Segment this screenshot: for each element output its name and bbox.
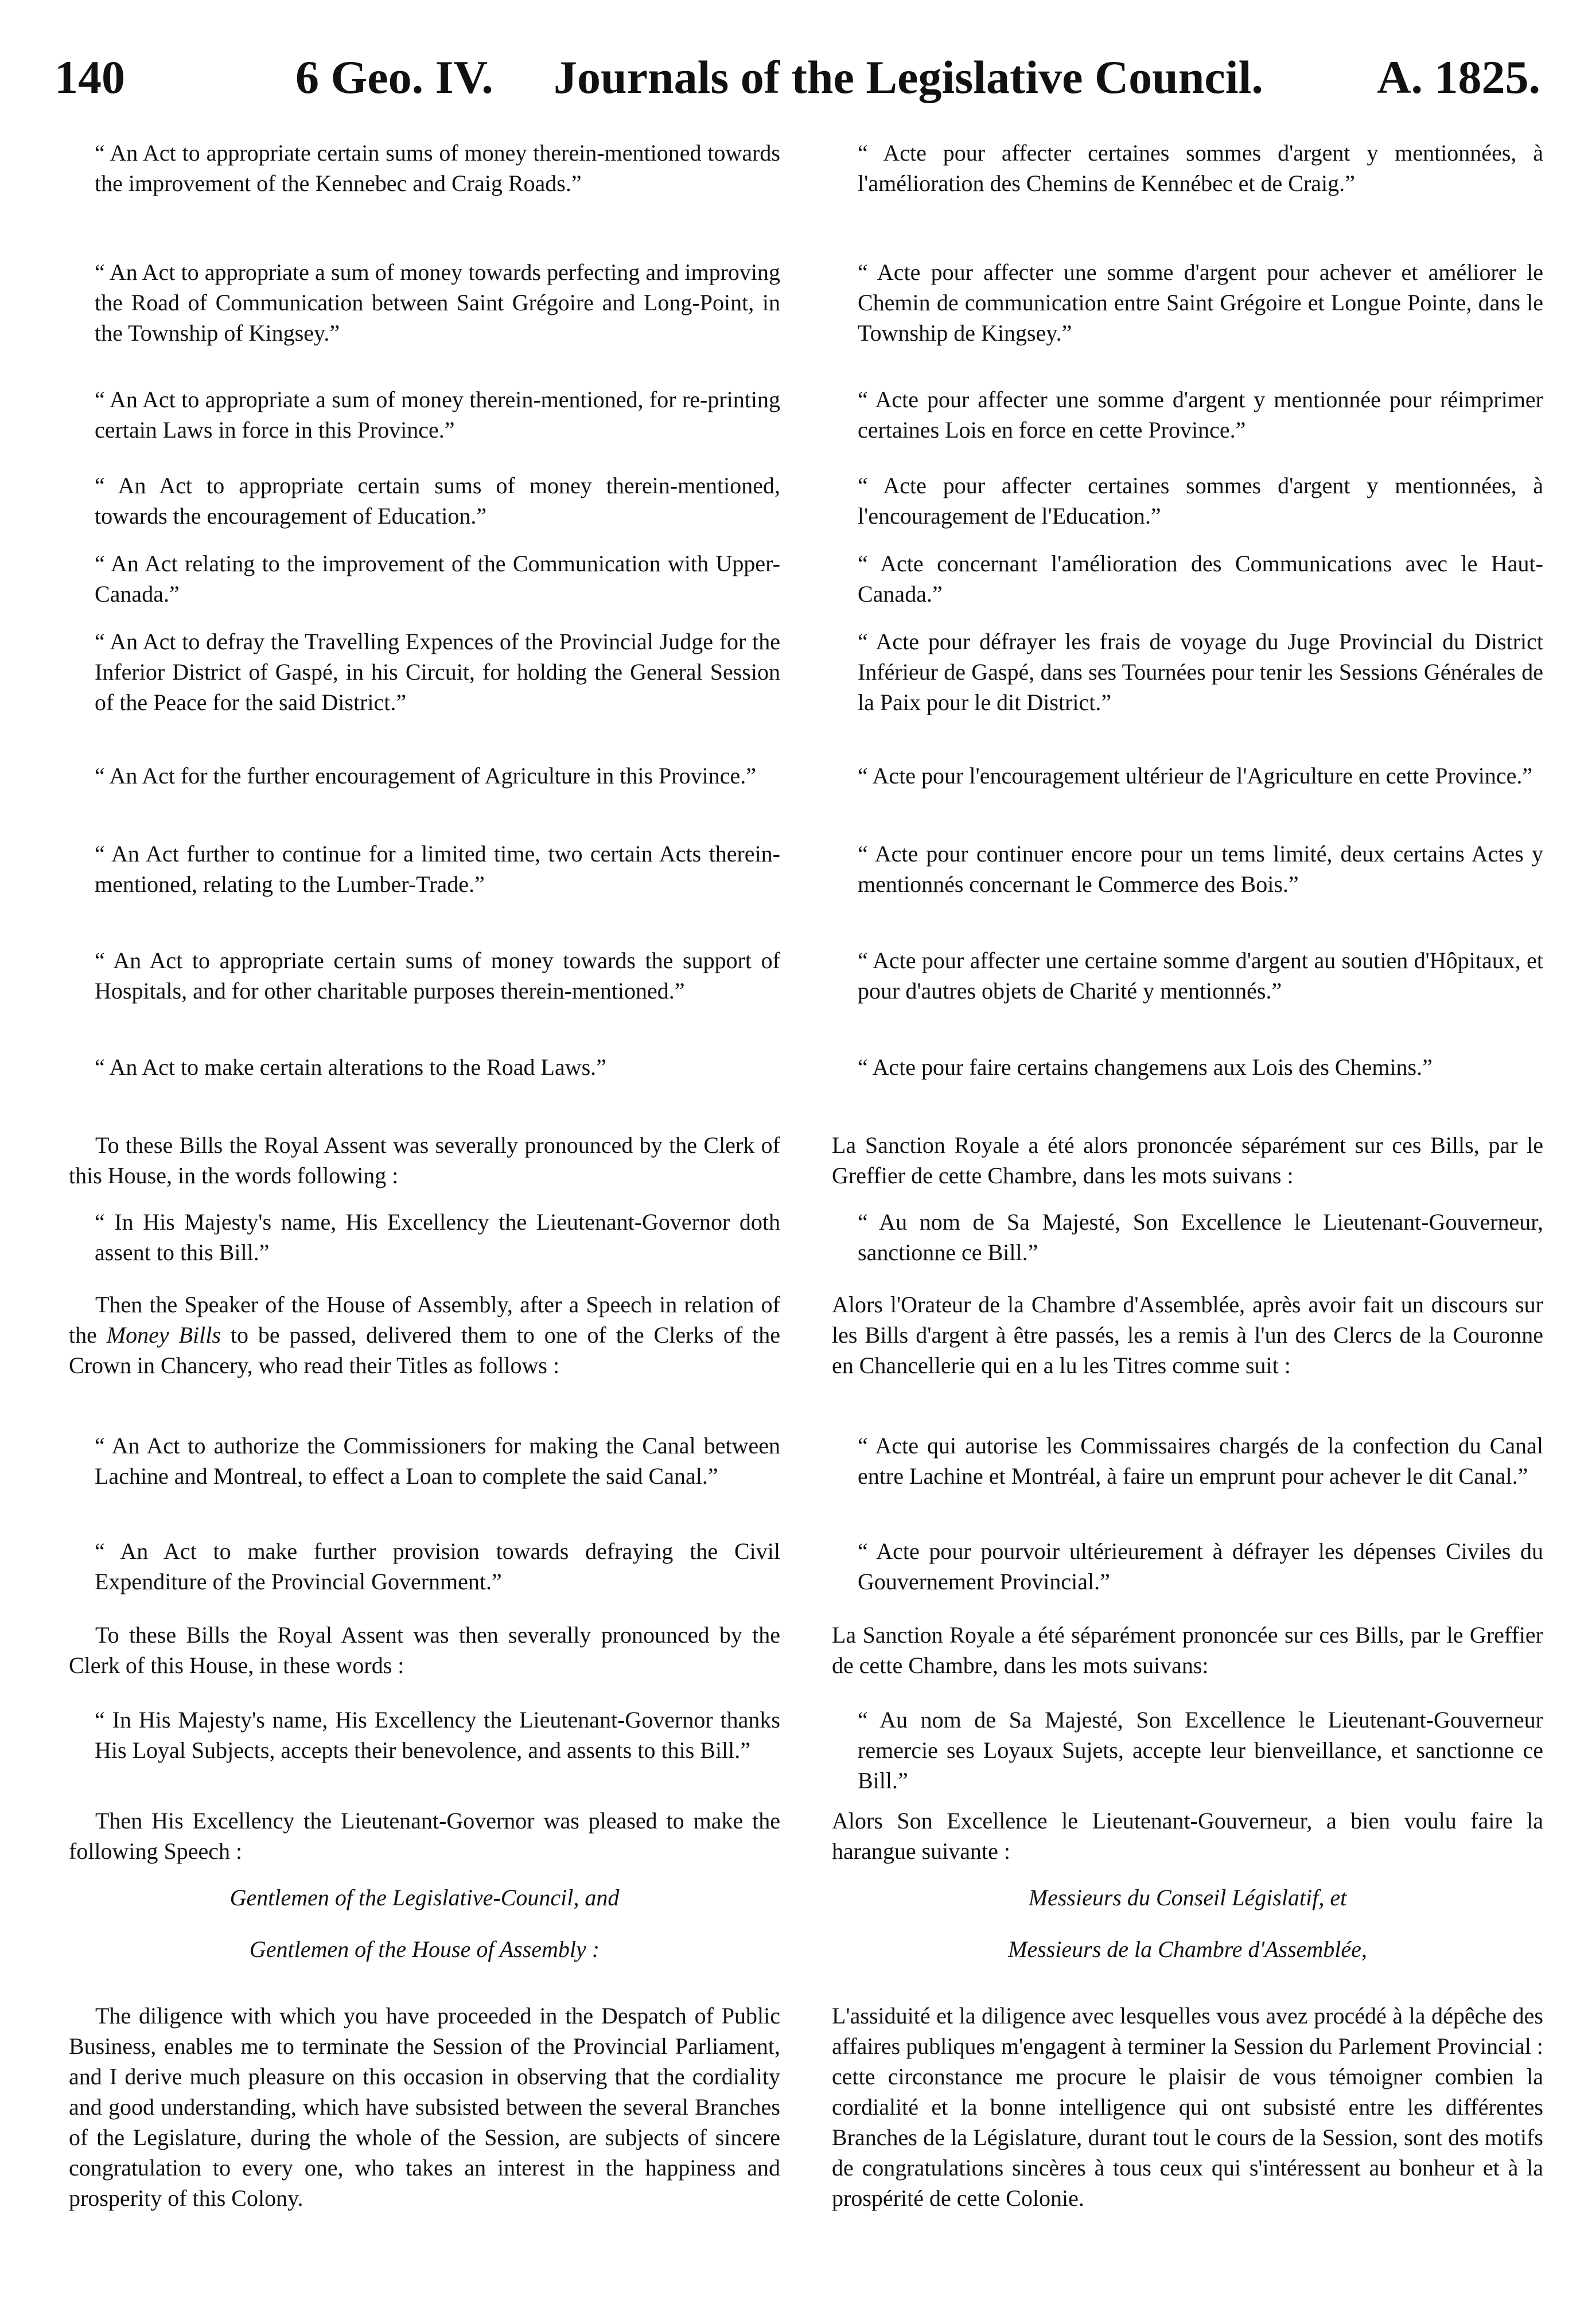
act-title: “ Acte qui autorise les Commissaires chargés de la confection du Canal entre Lachine et Montréal, à faire un emprunt pour achever le dit Canal.”: [858, 1433, 1543, 1489]
act-title: “ An Act further to continue for a limited time, two certain Acts therein-mentioned, relating to the Lumber-Trade.”: [95, 841, 780, 897]
act-title: “ Acte pour affecter une certaine somme d'argent au soutien d'Hôpitaux, et pour d'autres objets de Charité y mentionnés.”: [858, 947, 1543, 1004]
act-title: “ Acte pour affecter certaines sommes d'argent y mentionnées, à l'amélioration des Chemins de Kennébec et de Craig.”: [858, 140, 1543, 196]
assent-intro: To these Bills the Royal Assent was then severally pronounced by the Clerk of this House, in these words :: [69, 1622, 780, 1678]
act-title: “ An Act relating to the improvement of the Communication with Upper-Canada.”: [95, 551, 780, 607]
act-title: “ An Act to appropriate certain sums of money therein-mentioned, towards the encouragement of Education.”: [95, 473, 780, 529]
assent-words: “ Au nom de Sa Majesté, Son Excellence le Lieutenant-Gouverneur remercie ses Loyaux Sujets, accepte leur bienveillance, et sanctionne ce Bill.”: [858, 1707, 1543, 1793]
money-bills-term: Money Bills: [106, 1322, 221, 1348]
speaker-paragraph: [69, 1289, 780, 1381]
speech-body: L'assiduité et la diligence avec lesquelles vous avez procédé à la dépêche des affaires publiques m'engagent à terminer la Session du Parlement Provincial : cette circonstance me procure le plaisir de vous témoigner combien la cordialité et la bonne intelligence qui ont subsisté entre les différentes Branches de la Législature, durant tout le cours de la Session, sont des motifs de congratulations sincères à tous ceux qui s'intéressent au bonheur et à la prospérité de cette Colonie.: [832, 2003, 1543, 2211]
act-title: “ Acte concernant l'amélioration des Communications avec le Haut-Canada.”: [858, 551, 1543, 607]
act-title: “ An Act to appropriate certain sums of money towards the support of Hospitals, and for other charitable purposes therein-mentioned.”: [95, 947, 780, 1004]
speech-address: Messieurs du Conseil Législatif, et: [1028, 1885, 1347, 1910]
act-title: “ An Act to defray the Travelling Expences of the Provincial Judge for the Inferior District of Gaspé, in his Circuit, for holding the General Session of the Peace for the said District.”: [95, 629, 780, 715]
journal-title: Journals of the Legislative Council.: [554, 51, 1263, 103]
publication-year: A. 1825.: [1377, 51, 1540, 103]
speech-address: Gentlemen of the Legislative-Council, and: [229, 1885, 620, 1910]
speech-intro: Alors Son Excellence le Lieutenant-Gouverneur, a bien voulu faire la harangue suivante :: [832, 1808, 1543, 1864]
act-title: “ An Act to appropriate a sum of money therein-mentioned, for re-printing certain Laws in force in this Province.”: [95, 387, 780, 443]
act-title: “ Acte pour affecter une somme d'argent pour achever et améliorer le Chemin de communication entre Saint Grégoire et Longue Pointe, dans le Township de Kingsey.”: [858, 259, 1543, 346]
page-number: 140: [55, 51, 125, 103]
act-title: “ An Act for the further encouragement of Agriculture in this Province.”: [95, 763, 756, 789]
act-title: “ An Act to appropriate certain sums of money therein-mentioned towards the improvement of the Kennebec and Craig Roads.”: [95, 140, 780, 196]
speaker-text: to be passed, delivered them to one of the Clerks of the Crown in Chancery, who read their Titles as follows :: [69, 1322, 780, 1378]
act-title: “ Acte pour pourvoir ultérieurement à défrayer les dépenses Civiles du Gouvernement Provincial.”: [858, 1538, 1543, 1594]
speech-address: Messieurs de la Chambre d'Assemblée,: [1008, 1936, 1367, 1962]
speaker-paragraph: Alors l'Orateur de la Chambre d'Assemblée, après avoir fait un discours sur les Bills d'argent à être passés, les a remis à l'un des Clercs de la Couronne en Chancellerie qui en a lu les Titres comme suit :: [832, 1292, 1543, 1378]
assent-intro: To these Bills the Royal Assent was severally pronounced by the Clerk of this House, in the words following :: [69, 1132, 780, 1188]
act-title: “ Acte pour affecter une somme d'argent y mentionnée pour réimprimer certaines Lois en force en cette Province.”: [858, 387, 1543, 443]
speech-address: Gentlemen of the House of Assembly :: [249, 1936, 600, 1962]
act-title: “ Acte pour affecter certaines sommes d'argent y mentionnées, à l'encouragement de l'Education.”: [858, 473, 1543, 529]
page-header: [55, 46, 1540, 109]
act-title: “ Acte pour continuer encore pour un tems limité, deux certains Actes y mentionnés concernant le Commerce des Bois.”: [858, 841, 1543, 897]
assent-words: “ In His Majesty's name, His Excellency the Lieutenant-Governor thanks His Loyal Subjects, accepts their benevolence, and assents to this Bill.”: [95, 1707, 780, 1763]
assent-words: “ Au nom de Sa Majesté, Son Excellence le Lieutenant-Gouverneur, sanctionne ce Bill.”: [858, 1209, 1543, 1265]
act-title: “ Acte pour l'encouragement ultérieur de l'Agriculture en cette Province.”: [858, 763, 1533, 789]
assent-words: “ In His Majesty's name, His Excellency the Lieutenant-Governor doth assent to this Bill.”: [95, 1209, 780, 1265]
assent-intro: La Sanction Royale a été alors prononcée séparément sur ces Bills, par le Greffier de cette Chambre, dans les mots suivans :: [832, 1132, 1543, 1188]
speech-body: The diligence with which you have proceeded in the Despatch of Public Business, enables me to terminate the Session of the Provincial Parliament, and I derive much pleasure on this occasion in observing that the cordiality and good understanding, which have subsisted between the several Branches of the Legislature, during the whole of the Session, are subjects of sincere congratulation to every one, who takes an interest in the happiness and prosperity of this Colony.: [69, 2003, 780, 2211]
act-title: “ An Act to make certain alterations to the Road Laws.”: [95, 1054, 606, 1080]
act-title: “ An Act to make further provision towards defraying the Civil Expenditure of the Provincial Government.”: [95, 1538, 780, 1594]
act-title: “ An Act to authorize the Commissioners for making the Canal between Lachine and Montreal, to effect a Loan to complete the said Canal.”: [95, 1433, 780, 1489]
speaker-text: Then the Speaker of the House of Assembly, after a Speech in relation of the: [69, 1292, 780, 1348]
act-title: “ Acte pour défrayer les frais de voyage du Juge Provincial du District Inférieur de Gaspé, dans ses Tournées pour tenir les Sessions Générales de la Paix pour le dit District.”: [858, 629, 1543, 715]
reign-year: 6 Geo. IV.: [295, 51, 493, 103]
act-title: “ An Act to appropriate a sum of money towards perfecting and improving the Road of Communication between Saint Grégoire and Long-Point, in the Township of Kingsey.”: [95, 259, 780, 346]
assent-intro: La Sanction Royale a été séparément prononcée sur ces Bills, par le Greffier de cette Chambre, dans les mots suivans:: [832, 1622, 1543, 1678]
speech-intro: Then His Excellency the Lieutenant-Governor was pleased to make the following Speech :: [69, 1808, 780, 1864]
act-title: “ Acte pour faire certains changemens aux Lois des Chemins.”: [858, 1054, 1433, 1080]
